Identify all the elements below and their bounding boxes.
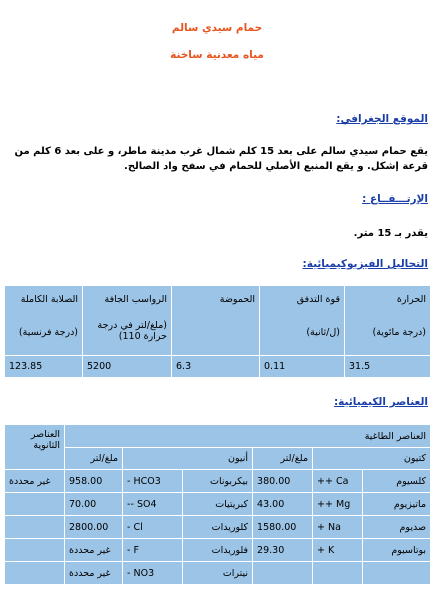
anion-symbol: NO3 - — [123, 562, 183, 585]
cation-symbol: Na + — [313, 516, 363, 539]
chemical-header-row-2 — [5, 448, 431, 470]
altitude-text: يقدر بـ 15 متر. — [353, 228, 428, 239]
flow-value: 0.11 — [260, 356, 345, 378]
temperature-value: 31.5 — [345, 356, 431, 378]
acidity-value: 6.3 — [172, 356, 260, 378]
physico-table — [4, 285, 431, 378]
anion-unit-header: ملغ/لتر — [65, 448, 123, 470]
secondary-value — [5, 539, 65, 562]
anion-name: بيكربونات — [183, 470, 253, 493]
flow-unit: (ل/ثانية) — [306, 327, 340, 338]
temperature-title: الحرارة — [396, 294, 426, 305]
temperature-unit: (درجة مائوية) — [372, 327, 426, 338]
physico-values-row — [5, 356, 431, 378]
anion-value: غير محددة — [65, 562, 123, 585]
cation-unit-header: ملغ/لتر — [253, 448, 313, 470]
secondary-value — [5, 516, 65, 539]
anion-symbol: SO4 -- — [123, 493, 183, 516]
table-row — [5, 470, 431, 493]
anion-value: 958.00 — [65, 470, 123, 493]
cation-name: ماتيزيوم — [363, 493, 431, 516]
altitude-heading: الإرتـــفــاع : — [362, 193, 428, 205]
flow-title: قوة التدفق — [296, 294, 340, 305]
table-row — [5, 516, 431, 539]
cation-symbol: Mg ++ — [313, 493, 363, 516]
anion-symbol: Cl - — [123, 516, 183, 539]
anion-name: كلوريدات — [183, 516, 253, 539]
acidity-header — [172, 286, 260, 356]
anion-column-header: أنيون — [123, 448, 253, 470]
dry-residue-value: 5200 — [83, 356, 172, 378]
anion-name: كبريتيات — [183, 493, 253, 516]
anion-name: نيترات — [183, 562, 253, 585]
cation-value: 43.00 — [253, 493, 313, 516]
dry-residue-header — [83, 286, 172, 356]
cation-value: 29.30 — [253, 539, 313, 562]
cation-name: بوتاسيوم — [363, 539, 431, 562]
chemical-heading: العناصر الكيميائية: — [333, 396, 428, 408]
anion-value: غير محددة — [65, 539, 123, 562]
dry-residue-title: الرواسب الجافة — [104, 294, 167, 305]
cation-value: 1580.00 — [253, 516, 313, 539]
chemical-header-row-1 — [5, 425, 431, 448]
table-row — [5, 562, 431, 585]
physico-heading: التحاليل الفيزيوكيميائية: — [302, 258, 428, 270]
cation-name: كلسيوم — [363, 470, 431, 493]
cation-name: صديوم — [363, 516, 431, 539]
chemical-table — [4, 424, 431, 585]
page-title: حمام سيدي سالم — [171, 22, 263, 34]
anion-symbol: HCO3 - — [123, 470, 183, 493]
dry-residue-unit: (ملغ/لتر في درجة حرارة 110) — [97, 320, 167, 342]
anion-value: 70.00 — [65, 493, 123, 516]
table-row — [5, 539, 431, 562]
hardness-header — [5, 286, 83, 356]
hardness-unit: (درجة فرنسية) — [18, 327, 78, 338]
cation-symbol: K + — [313, 539, 363, 562]
secondary-value — [5, 562, 65, 585]
hardness-value: 123.85 — [5, 356, 83, 378]
flow-header — [260, 286, 345, 356]
anion-name: فلوريدات — [183, 539, 253, 562]
hardness-title: الصلابة الكاملة — [20, 294, 78, 305]
page-subtitle: مياه معدنية ساخنة — [170, 49, 264, 61]
location-text: يقع حمام سيدي سالم على بعد 15 كلم شمال غرب مدينة ماطر، و على بعد 6 كلم من قرعة إشكل. و يقع المنبع الأصلي للحمام في سفح واد الصالح. — [14, 146, 428, 172]
location-heading: الموقع الجغرافي: — [336, 113, 428, 125]
cation-name — [363, 562, 431, 585]
cation-symbol — [313, 562, 363, 585]
physico-header-row — [5, 286, 431, 356]
cation-value — [253, 562, 313, 585]
secondary-header: العناصر الثانوية — [5, 425, 65, 470]
anion-symbol: F - — [123, 539, 183, 562]
cation-symbol: Ca ++ — [313, 470, 363, 493]
secondary-value — [5, 493, 65, 516]
temperature-header — [345, 286, 431, 356]
cation-column-header: كتيون — [313, 448, 431, 470]
acidity-title: الحموضة — [219, 294, 255, 305]
cation-value: 380.00 — [253, 470, 313, 493]
table-row — [5, 493, 431, 516]
anion-value: 2800.00 — [65, 516, 123, 539]
secondary-value: غير محددة — [5, 470, 65, 493]
dominant-header: العناصر الطاغية — [65, 425, 431, 448]
